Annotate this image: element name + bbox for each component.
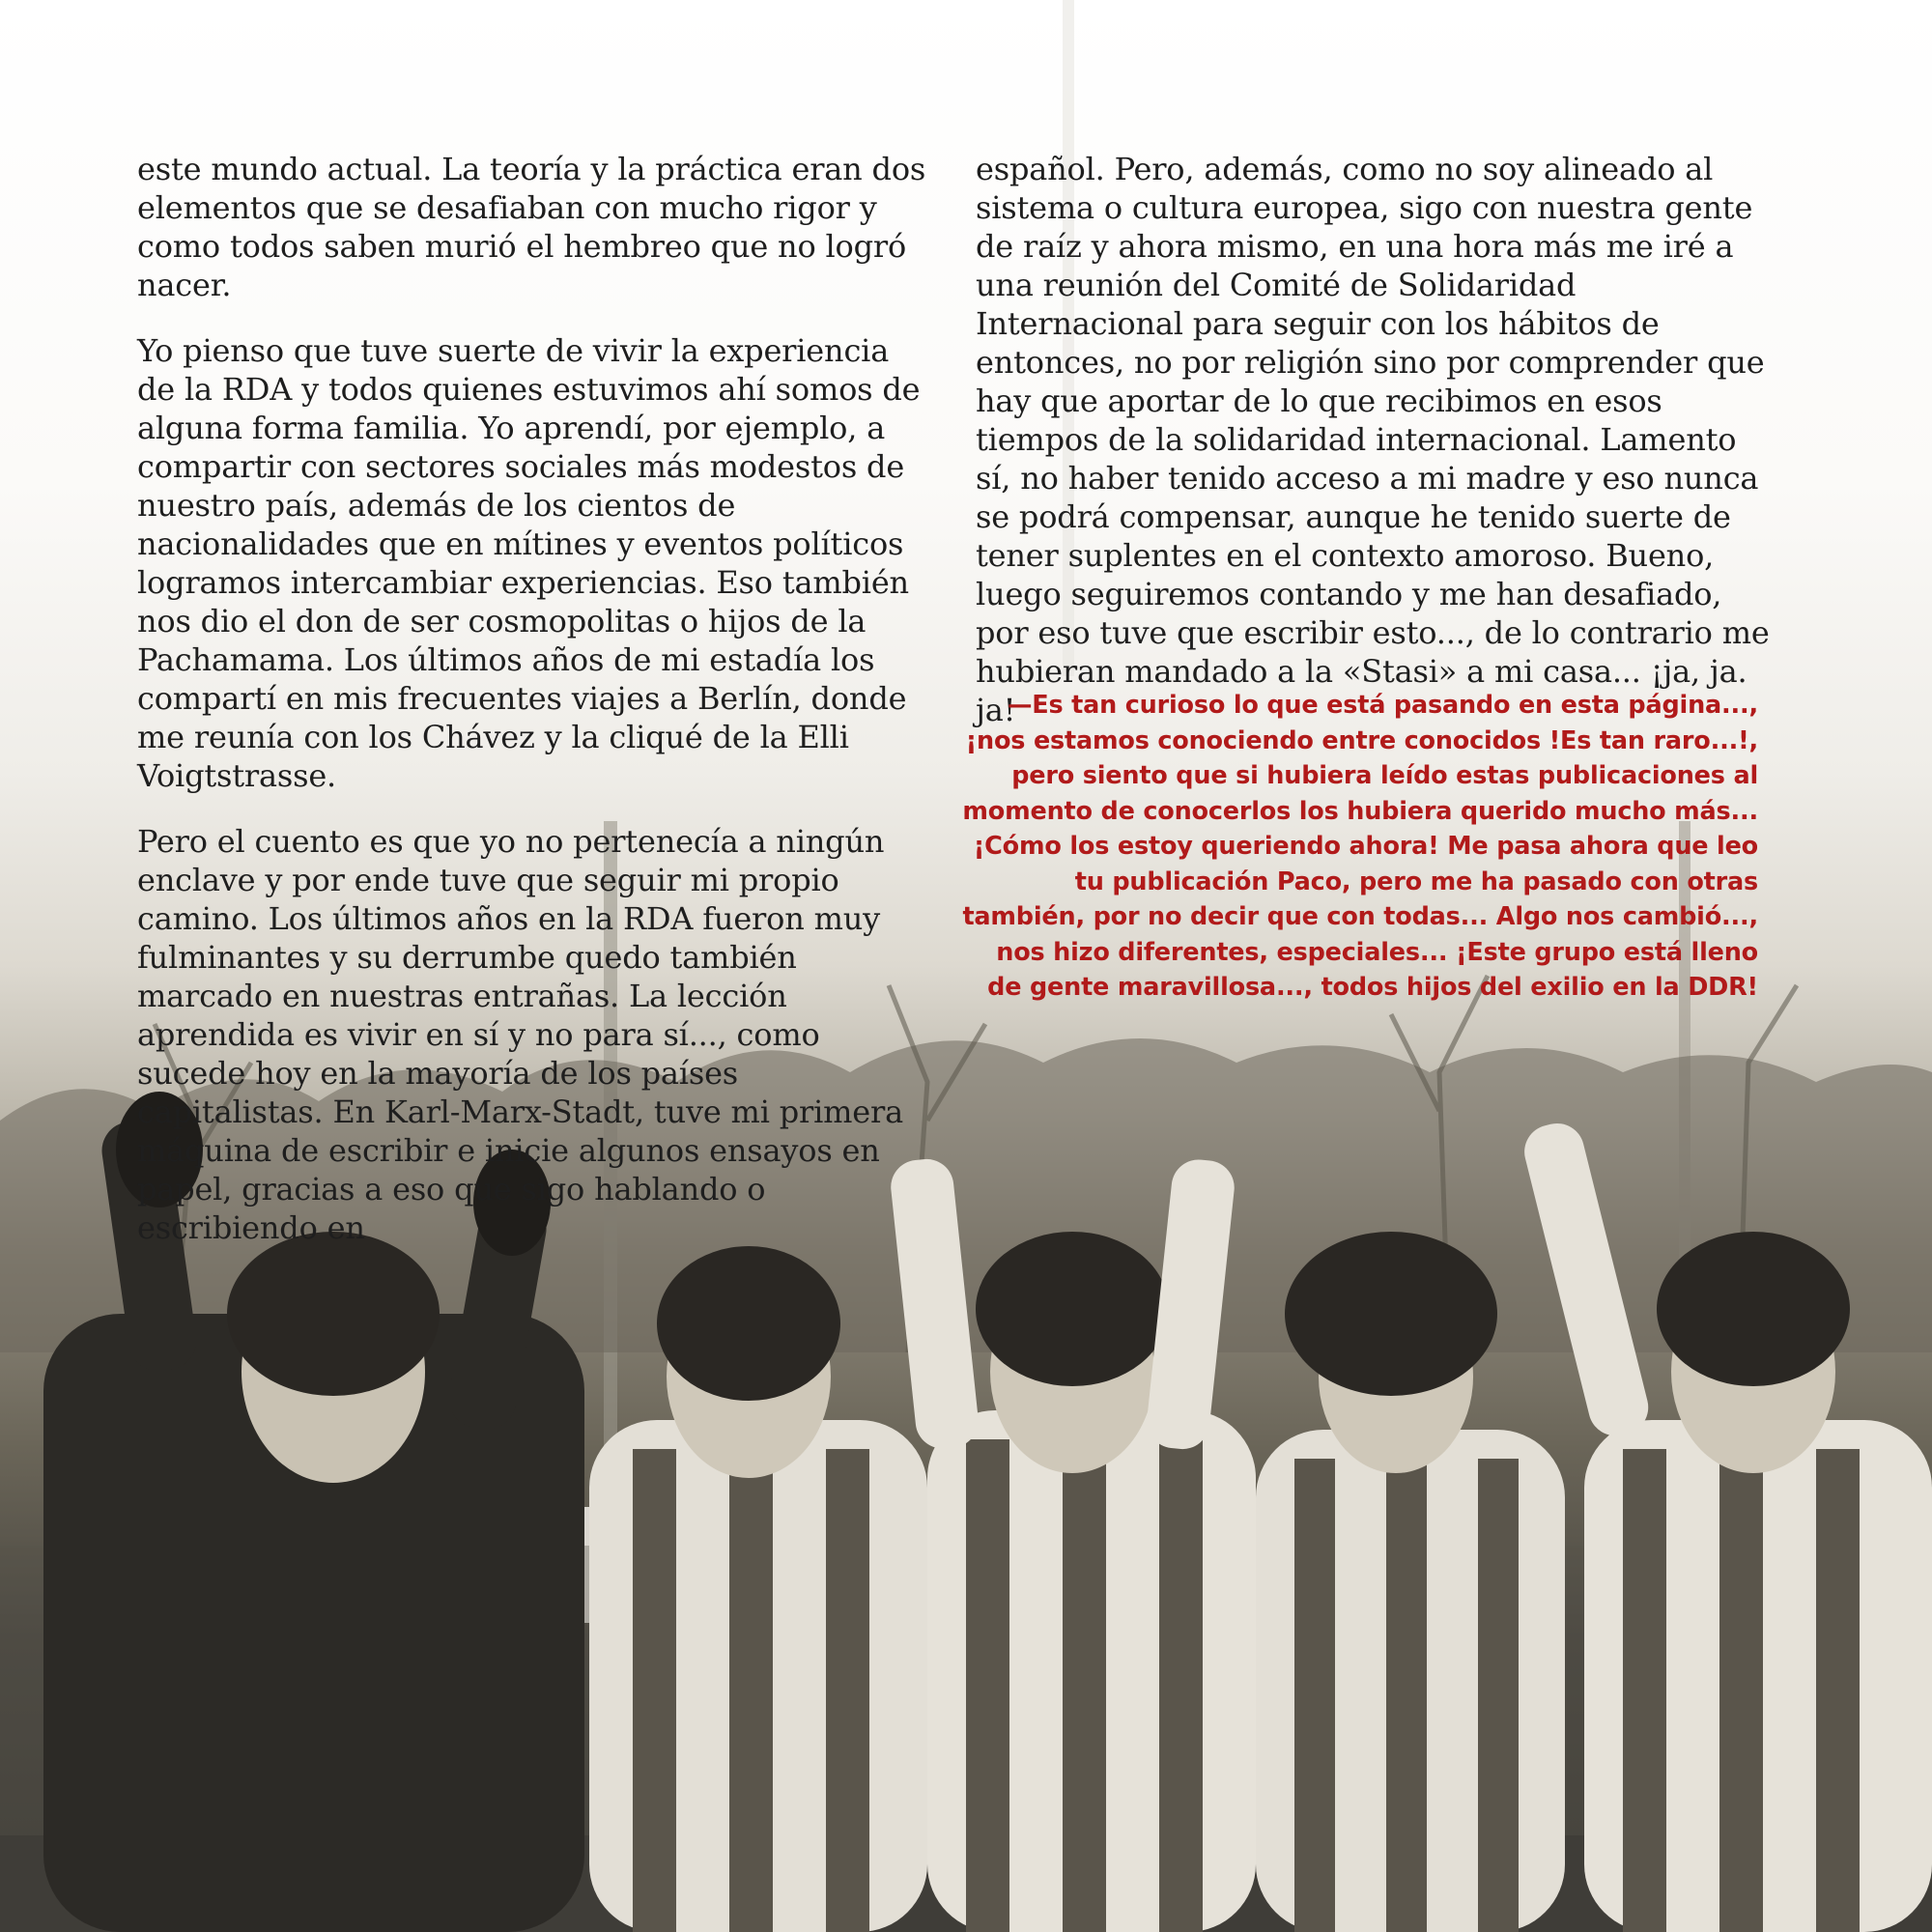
left-column (137, 150, 929, 1274)
paragraph-2: Yo pienso que tuve suerte de vivir la experiencia de la RDA y todos quienes estuvimos ahí somos de alguna forma familia. Yo aprendí, por ejemplo, a compartir con sectores sociales más modestos de nuestro país, además de los cientos de nacionalidades que en mítines y eventos políticos logramos intercambiar experiencias. Eso también nos dio el don de ser cosmopolitas o hijos de la Pachamama. Los últimos años de mi estadía los compartí en mis frecuentes viajes a Berlín, donde me reunía con los Chávez y la cliqué de la Elli Voigtstrasse. (137, 332, 921, 794)
paragraph-1: este mundo actual. La teoría y la práctica eran dos elementos que se desafiaban con mucho rigor y como todos saben murió el hembreo que no logró nacer. (137, 151, 926, 303)
quote-text: —Es tan curioso lo que está pasando en esta página..., ¡nos estamos conociendo entre conocidos !Es tan raro...!, pero siento que si hubiera leído estas publicaciones al momento de conocerlos los hubiera querido mucho más... ¡Cómo los estoy queriendo ahora! Me pasa ahora que leo tu publicación Paco, pero me ha pasado con otras también, por no decir que con todas... Algo nos cambió..., nos hizo diferentes, especiales... ¡Este grupo está lleno de gente maravillosa..., todos hijos del exilio en la DDR! (962, 691, 1758, 1002)
paragraph-3: Pero el cuento es que yo no pertenecía a ningún enclave y por ende tuve que seguir mi propio camino. Los últimos años en la RDA fueron muy fulminantes y su derrumbe quedo también marcado en nuestras entrañas. La lección aprendida es vivir en sí y no para sí..., como sucede hoy en la mayoría de los países capitalistas. En Karl-Marx-Stadt, tuve mi primera máquina de escribir e inicie algunos ensayos en papel, gracias a eso que sigo hablando o escribiendo en (137, 823, 903, 1246)
player-3 (888, 1156, 1256, 1932)
right-column (976, 150, 1777, 756)
paragraph-4: español. Pero, además, como no soy alineado al sistema o cultura europea, sigo con nuestra gente de raíz y ahora mismo, en una hora más me iré a una reunión del Comité de Solidaridad Internacional para seguir con los hábitos de entonces, no por religión sino por comprender que hay que aportar de lo que recibimos en esos tiempos de la solidaridad internacional. Lamento sí, no haber tenido acceso a mi madre y eso nunca se podrá compensar, aunque he tenido suerte de tener suplentes en el contexto amoroso. Bueno, luego seguiremos contando y me han desafiado, por eso tuve que escribir esto..., de lo contrario me hubieran mandado a la «Stasi» a mi casa... ¡ja, ja. ja! (976, 151, 1770, 728)
pull-quote (956, 688, 1758, 1006)
